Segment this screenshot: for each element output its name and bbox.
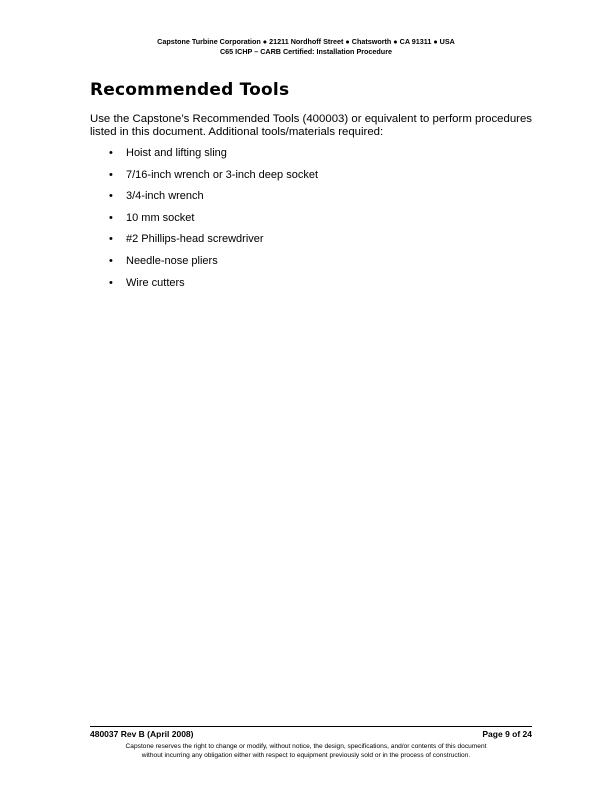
list-item xyxy=(109,276,318,298)
section-intro: Use the Capstone’s Recommended Tools (400003) or equivalent to perform procedures listed in this document. Additional tools/materials required: xyxy=(90,113,532,138)
section-title: Recommended Tools xyxy=(90,80,290,100)
tool-label: Needle-nose pliers xyxy=(126,254,218,267)
list-item xyxy=(109,232,318,254)
page-header xyxy=(0,37,612,57)
list-item xyxy=(109,146,318,168)
list-item xyxy=(109,168,318,190)
list-item xyxy=(109,254,318,276)
bullet-icon: • xyxy=(109,190,113,203)
list-item xyxy=(109,189,318,211)
footer-doc-number: 480037 Rev B (April 2008) xyxy=(90,729,194,739)
tool-label: #2 Phillips-head screwdriver xyxy=(126,233,264,246)
tool-label: 3/4-inch wrench xyxy=(126,190,204,203)
list-item xyxy=(109,211,318,233)
tools-list xyxy=(109,146,318,297)
footer-divider xyxy=(90,726,532,727)
footer-legal-line-2: without incurring any obligation either with respect to equipment previously sold or in the process of construction. xyxy=(141,752,471,759)
bullet-icon: • xyxy=(109,168,113,181)
header-document-line: C65 ICHP – CARB Certified: Installation Procedure xyxy=(219,47,392,56)
tool-label: 7/16-inch wrench or 3-inch deep socket xyxy=(126,168,318,181)
bullet-icon: • xyxy=(109,211,113,224)
tool-label: 10 mm socket xyxy=(126,211,195,224)
tool-label: Hoist and lifting sling xyxy=(126,147,227,159)
footer-page-number: Page 9 of 24 xyxy=(482,729,532,739)
footer-legal-notice xyxy=(0,742,612,760)
bullet-icon: • xyxy=(109,233,113,246)
tool-label: Wire cutters xyxy=(126,276,185,289)
header-company-line: Capstone Turbine Corporation ● 21211 Nordhoff Street ● Chatsworth ● CA 91311 ● USA xyxy=(157,37,455,46)
bullet-icon: • xyxy=(109,254,113,267)
footer-legal-line-1: Capstone reserves the right to change or modify, without notice, the design, specifications, and/or contents of this document xyxy=(125,743,487,750)
bullet-icon: • xyxy=(109,147,113,159)
bullet-icon: • xyxy=(109,276,113,289)
